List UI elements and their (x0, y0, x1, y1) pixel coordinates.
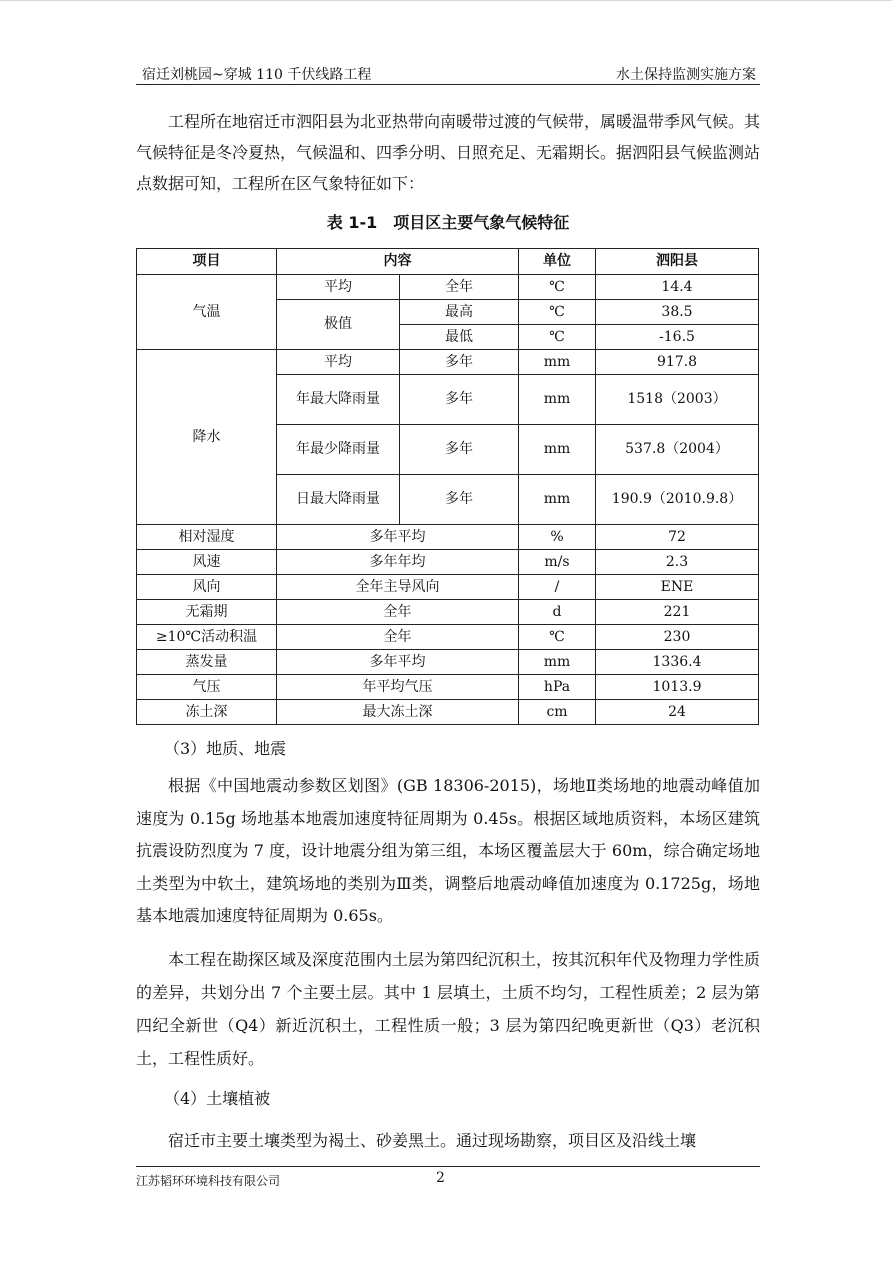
row-label-temperature: 气温 (137, 275, 277, 350)
page-header (136, 62, 760, 85)
table-row (137, 350, 759, 375)
cell-unit: ℃ (519, 300, 596, 325)
header-content: 内容 (277, 249, 519, 275)
climate-table (136, 248, 759, 725)
header-county: 泗阳县 (596, 249, 759, 275)
cell-value: 14.4 (596, 275, 759, 300)
section-3-paragraph-2: 本工程在勘探区域及深度范围内土层为第四纪沉积土，按其沉积年代及物理力学性质的差异，共划分出 7 个主要土层。其中 1 层填土，土质不均匀，工程性质差；2 层为第四纪全新世（Q4）新近沉积土，工程性质一般；3 层为第四纪晚更新世（Q3）老沉积土，工程性质好。 (136, 950, 761, 1068)
cell-value: -16.5 (596, 325, 759, 350)
section-4-paragraph-1: 宿迁市主要土壤类型为褐土、砂姜黑土。通过现场勘察，项目区及沿线土壤 (168, 1131, 697, 1150)
cell-unit: mm (519, 475, 596, 525)
cell-unit: / (519, 575, 596, 600)
cell-unit: mm (519, 375, 596, 425)
cell-content: 全年 (277, 625, 519, 650)
cell-sub: 年最少降雨量 (277, 425, 400, 475)
cell-value: ENE (596, 575, 759, 600)
cell-item: 风向 (137, 575, 277, 600)
page-footer (136, 1166, 760, 1191)
table-header-row (137, 249, 759, 275)
cell-value: 72 (596, 525, 759, 550)
cell-unit: ℃ (519, 325, 596, 350)
table-row (137, 550, 759, 575)
cell-unit: mm (519, 425, 596, 475)
cell-value: 190.9（2010.9.8） (596, 475, 759, 525)
header-document-title: 水土保持监测实施方案 (616, 67, 756, 83)
table-row (137, 675, 759, 700)
cell-content: 全年 (277, 600, 519, 625)
cell-value: 537.8（2004） (596, 425, 759, 475)
table-row (137, 275, 759, 300)
cell-value: 230 (596, 625, 759, 650)
section-3-paragraph-1: 根据《中国地震动参数区划图》(GB 18306-2015)，场地Ⅱ类场地的地震动峰值加速度为 0.15g 场地基本地震加速度特征周期为 0.45s。根据区域地质资料，本场区建筑抗震设防烈度为 7 度，设计地震分组为第三组，本场区覆盖层大于 60m，综合确定场地土类型为中软土，建筑场地的类别为Ⅲ类，调整后地震动峰值加速度为 0.1725g，场地基本地震加速度特征周期为 0.65s。 (136, 776, 760, 925)
cell-content: 全年主导风向 (277, 575, 519, 600)
cell-unit: ℃ (519, 625, 596, 650)
cell-period: 多年 (400, 350, 519, 375)
cell-period: 多年 (400, 425, 519, 475)
cell-item: 气压 (137, 675, 277, 700)
cell-value: 221 (596, 600, 759, 625)
section-3-heading: （3）地质、地震 (164, 739, 287, 758)
table-row (137, 700, 759, 725)
cell-content: 多年平均 (277, 650, 519, 675)
cell-content: 最大冻土深 (277, 700, 519, 725)
cell-extreme-label: 极值 (277, 300, 400, 350)
cell-period: 全年 (400, 275, 519, 300)
table-row (137, 575, 759, 600)
cell-item: 无霜期 (137, 600, 277, 625)
cell-unit: ℃ (519, 275, 596, 300)
cell-period: 多年 (400, 375, 519, 425)
row-label-precipitation: 降水 (137, 350, 277, 525)
cell-item: 冻土深 (137, 700, 277, 725)
table-caption: 表 1-1 项目区主要气象气候特征 (326, 213, 570, 232)
header-item: 项目 (137, 249, 277, 275)
cell-sub: 日最大降雨量 (277, 475, 400, 525)
page-top-edge (0, 0, 892, 1)
cell-item: ≥10℃活动积温 (137, 625, 277, 650)
section-4-heading: （4）土壤植被 (164, 1089, 271, 1108)
cell-unit: cm (519, 700, 596, 725)
cell-unit: d (519, 600, 596, 625)
cell-period: 最低 (400, 325, 519, 350)
cell-sub: 年最大降雨量 (277, 375, 400, 425)
table-row (137, 525, 759, 550)
cell-unit: % (519, 525, 596, 550)
cell-value: 38.5 (596, 300, 759, 325)
cell-value: 2.3 (596, 550, 759, 575)
footer-company: 江苏韬环环境科技有限公司 (136, 1174, 281, 1188)
table-row (137, 625, 759, 650)
cell-unit: mm (519, 350, 596, 375)
cell-content: 年平均气压 (277, 675, 519, 700)
header-project-title: 宿迁刘桃园~穿城 110 千伏线路工程 (142, 67, 372, 83)
cell-value: 1336.4 (596, 650, 759, 675)
intro-paragraph: 工程所在地宿迁市泗阳县为北亚热带向南暖带过渡的气候带，属暖温带季风气候。其气候特征是冬冷夏热，气候温和、四季分明、日照充足、无霜期长。据泗阳县气候监测站点数据可知，工程所在区气象特征如下： (136, 112, 761, 193)
cell-value: 1013.9 (596, 675, 759, 700)
cell-sub: 平均 (277, 350, 400, 375)
cell-unit: m/s (519, 550, 596, 575)
table-row (137, 600, 759, 625)
cell-content: 多年平均 (277, 525, 519, 550)
cell-period: 最高 (400, 300, 519, 325)
cell-unit: mm (519, 650, 596, 675)
cell-content: 多年年均 (277, 550, 519, 575)
cell-item: 相对湿度 (137, 525, 277, 550)
cell-value: 1518（2003） (596, 375, 759, 425)
page-number: 2 (436, 1170, 445, 1186)
cell-sub: 平均 (277, 275, 400, 300)
header-unit: 单位 (519, 249, 596, 275)
cell-value: 917.8 (596, 350, 759, 375)
cell-item: 风速 (137, 550, 277, 575)
cell-item: 蒸发量 (137, 650, 277, 675)
cell-value: 24 (596, 700, 759, 725)
cell-unit: hPa (519, 675, 596, 700)
table-row (137, 650, 759, 675)
cell-period: 多年 (400, 475, 519, 525)
